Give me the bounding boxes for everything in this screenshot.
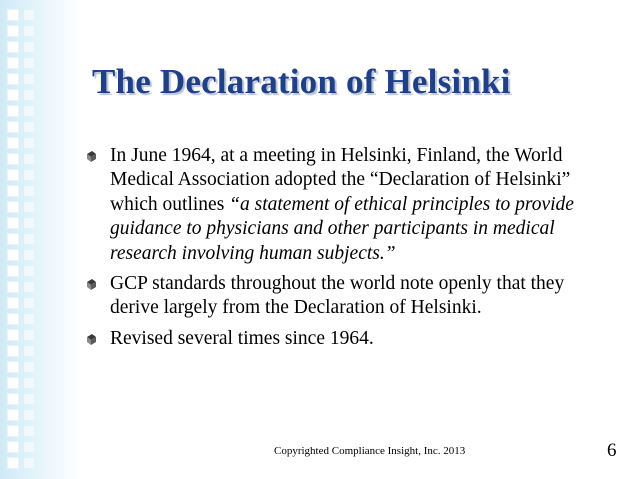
bullet-text: Revised several times since 1964. — [110, 327, 374, 349]
diamond-bullet-icon — [86, 334, 97, 345]
bullet-text: In June 1964, at a meeting in Helsinki, Finland, the World Medical Association adopted the “Declaration of Helsinki” which outlines — [110, 145, 571, 215]
bullet-item — [86, 272, 606, 321]
copyright-text: Copyrighted Compliance Insight, Inc. 2013 — [274, 445, 466, 457]
bullet-list — [86, 144, 606, 357]
decorative-left-band — [0, 0, 82, 479]
diamond-bullet-icon — [86, 151, 97, 162]
bullet-text: GCP standards throughout the world note openly that they derive largely from the Declaration of Helsinki. — [110, 273, 565, 319]
bullet-item — [86, 144, 606, 266]
bullet-item — [86, 327, 606, 351]
slide-title: The Declaration of Helsinki — [92, 62, 511, 101]
page-number: 6 — [607, 440, 617, 461]
decorative-squares-column — [6, 8, 20, 478]
decorative-squares-column-faded — [22, 8, 36, 478]
diamond-bullet-icon — [86, 279, 97, 290]
bullet-quote: “a statement of ethical principles to provide guidance to physicians and other participants in medical research involving human subjects.” — [110, 193, 574, 264]
